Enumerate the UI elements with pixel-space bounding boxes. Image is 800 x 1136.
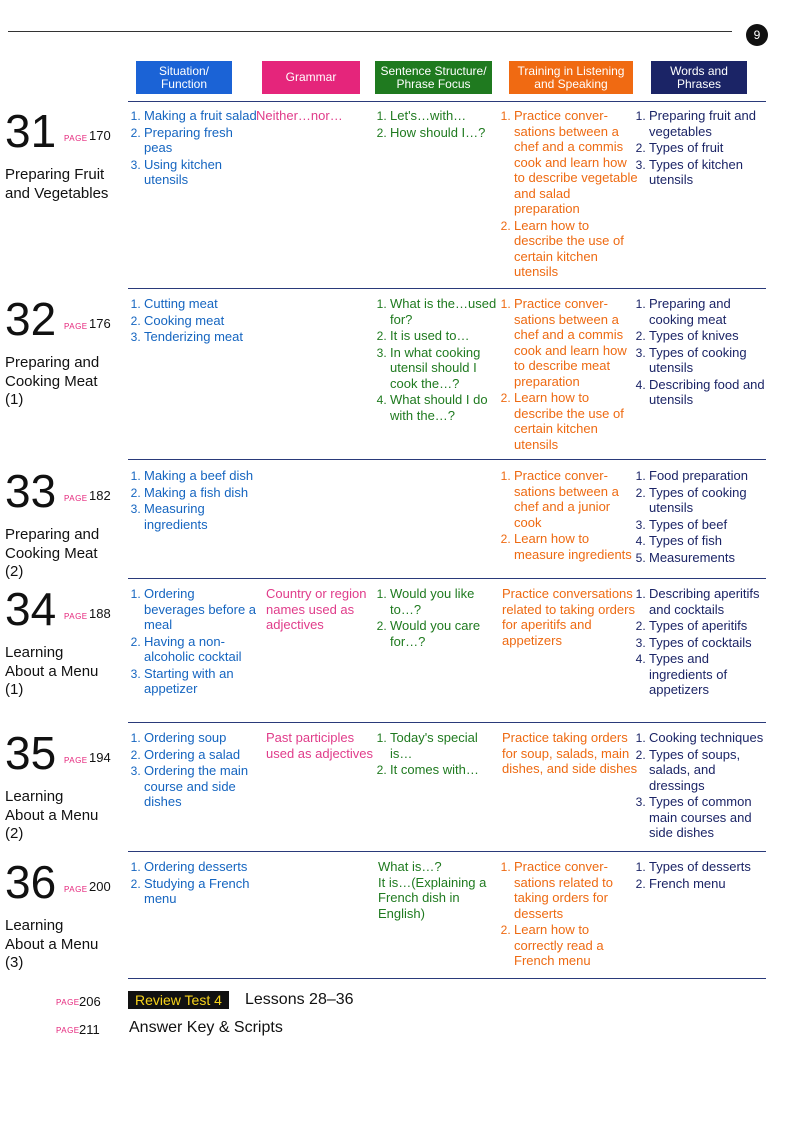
sentence-item: 2. It is used to… <box>390 328 500 344</box>
situation-item: 2. Preparing fresh peas <box>144 125 257 156</box>
lesson-number: 35 <box>5 727 57 779</box>
training-column <box>502 108 638 281</box>
sentence-column <box>378 586 500 650</box>
lesson-number: 32 <box>5 293 57 345</box>
situation-column <box>132 468 257 533</box>
words-column <box>637 296 767 409</box>
sentence-item: 1. Let's…with… <box>390 108 500 124</box>
page-label: PAGE <box>64 756 88 765</box>
page-label: PAGE <box>64 134 88 143</box>
situation-item: 2. Having a non-alcoholic cocktail <box>144 634 257 665</box>
training-column <box>502 586 638 648</box>
words-item: 2. Types of cooking utensils <box>649 485 767 516</box>
sentence-item: 2. It comes with… <box>390 762 500 778</box>
situation-column <box>132 730 257 811</box>
training-item: 2. Learn how to describe the use of certain kitchen utensils <box>514 218 638 280</box>
divider-rule <box>128 578 766 579</box>
divider-rule <box>128 851 766 852</box>
header-grammar: Grammar <box>262 61 360 94</box>
situation-column <box>132 296 257 346</box>
words-item: 3. Types of beef <box>649 517 767 533</box>
sentence-item: 4. What should I do with the…? <box>390 392 500 423</box>
lesson-number: 34 <box>5 583 57 635</box>
words-column <box>637 859 767 892</box>
divider-rule <box>128 722 766 723</box>
situation-item: 1. Making a fruit salad <box>144 108 257 124</box>
words-item: 3. Types of cooking utensils <box>649 345 767 376</box>
situation-item: 2. Ordering a salad <box>144 747 257 763</box>
grammar-text: Neither…nor… <box>256 108 343 123</box>
situation-column <box>132 586 257 698</box>
page-label: PAGE <box>64 322 88 331</box>
review-page-number: 206 <box>79 994 101 1009</box>
lesson-page-number: 182 <box>89 488 111 503</box>
grammar-column <box>256 108 364 124</box>
top-rule <box>8 31 732 32</box>
words-item: 4. Types of fish <box>649 533 767 549</box>
situation-item: 1. Cutting meat <box>144 296 257 312</box>
words-item: 3. Types of kitchen utensils <box>649 157 767 188</box>
lesson-title: Learning About a Menu (2) <box>5 788 99 842</box>
words-item: 5. Measurements <box>649 550 767 566</box>
training-item: 2. Learn how to measure ingredients <box>514 531 638 562</box>
words-column <box>637 108 767 189</box>
words-item: 1. Preparing fruit and vegetables <box>649 108 767 139</box>
lesson-page-number: 188 <box>89 606 111 621</box>
situation-item: 2. Cooking meat <box>144 313 257 329</box>
review-test-badge: Review Test 4 <box>128 991 229 1009</box>
review-lessons-text: Lessons 28–36 <box>245 991 354 1008</box>
divider-rule <box>128 978 766 979</box>
words-item: 4. Describing food and utensils <box>649 377 767 408</box>
words-item: 2. French menu <box>649 876 767 892</box>
lesson-title: Learning About a Menu (3) <box>5 917 99 971</box>
training-column <box>502 468 638 563</box>
words-item: 4. Types and ingredients of appetizers <box>649 651 767 698</box>
training-item: 2. Learn how to correctly read a French menu <box>514 922 638 969</box>
header-situation-function: Situation/ Function <box>136 61 232 94</box>
lesson-page-number: 194 <box>89 750 111 765</box>
situation-column <box>132 859 257 908</box>
header-sentence-structure: Sentence Structure/ Phrase Focus <box>375 61 492 94</box>
header-training: Training in Listening and Speaking <box>509 61 633 94</box>
training-text: Practice taking orders for soup, salads, main dishes, and side dishes <box>502 730 638 776</box>
sentence-item: 1. What is the…used for? <box>390 296 500 327</box>
training-column <box>502 859 638 970</box>
lesson-page-number: 170 <box>89 128 111 143</box>
training-column <box>502 730 638 777</box>
training-item: 1. Practice conver-sations between a chef and a commis cook and learn how to describe meat preparation <box>514 296 638 389</box>
words-column <box>637 468 767 566</box>
words-item: 1. Preparing and cooking meat <box>649 296 767 327</box>
situation-item: 1. Ordering desserts <box>144 859 257 875</box>
divider-rule <box>128 459 766 460</box>
page-label: PAGE <box>64 612 88 621</box>
lesson-number: 31 <box>5 105 57 157</box>
words-item: 2. Types of knives <box>649 328 767 344</box>
situation-item: 3. Ordering the main course and side dishes <box>144 763 257 810</box>
words-item: 3. Types of cocktails <box>649 635 767 651</box>
lesson-number: 36 <box>5 856 57 908</box>
situation-item: 2. Making a fish dish <box>144 485 257 501</box>
lesson-title: Preparing and Cooking Meat (1) <box>5 354 100 408</box>
training-column <box>502 296 638 453</box>
words-item: 3. Types of common main courses and side dishes <box>649 794 767 841</box>
page-label: PAGE <box>56 998 80 1007</box>
words-item: 1. Cooking techniques <box>649 730 767 746</box>
training-item: 1. Practice conver-sations related to taking orders for desserts <box>514 859 638 921</box>
lesson-title: Preparing and Cooking Meat (2) <box>5 526 100 580</box>
page-label: PAGE <box>64 494 88 503</box>
lesson-title: Preparing Fruit and Vegetables <box>5 166 109 202</box>
answer-page-number: 211 <box>79 1022 100 1037</box>
words-item: 2. Types of soups, salads, and dressings <box>649 747 767 794</box>
words-column <box>637 730 767 842</box>
words-item: 1. Describing aperitifs and cocktails <box>649 586 767 617</box>
situation-item: 1. Making a beef dish <box>144 468 257 484</box>
answer-key-text: Answer Key & Scripts <box>129 1019 283 1036</box>
lesson-number: 33 <box>5 465 57 517</box>
situation-item: 2. Studying a French menu <box>144 876 257 907</box>
words-item: 1. Types of desserts <box>649 859 767 875</box>
sentence-column <box>378 296 500 424</box>
sentence-item: 2. How should I…? <box>390 125 500 141</box>
grammar-column <box>266 586 374 633</box>
training-item: 2. Learn how to describe the use of certain kitchen utensils <box>514 390 638 452</box>
training-item: 1. Practice conver-sations between a chef and a commis cook and learn how to describe vegetable and salad preparation <box>514 108 638 217</box>
situation-item: 1. Ordering beverages before a meal <box>144 586 257 633</box>
sentence-column <box>378 730 500 779</box>
page-label: PAGE <box>56 1026 80 1035</box>
situation-item: 1. Ordering soup <box>144 730 257 746</box>
sentence-text: What is…? It is…(Explaining a French dish in English) <box>378 859 487 921</box>
sentence-column <box>378 108 500 141</box>
sentence-column <box>378 859 500 921</box>
sentence-item: 1. Would you like to…? <box>390 586 500 617</box>
lesson-page-number: 200 <box>89 879 111 894</box>
sentence-item: 3. In what cooking utensil should I cook the…? <box>390 345 500 392</box>
page-number-badge: 9 <box>746 24 768 46</box>
grammar-column <box>266 730 374 761</box>
words-item: 2. Types of aperitifs <box>649 618 767 634</box>
situation-column <box>132 108 257 189</box>
sentence-item: 2. Would you care for…? <box>390 618 500 649</box>
grammar-text: Country or region names used as adjectives <box>266 586 367 632</box>
training-item: 1. Practice conver-sations between a chef and a junior cook <box>514 468 638 530</box>
divider-rule <box>128 101 766 102</box>
lesson-page-number: 176 <box>89 316 111 331</box>
words-item: 1. Food preparation <box>649 468 767 484</box>
sentence-item: 1. Today's special is… <box>390 730 500 761</box>
lesson-title: Learning About a Menu (1) <box>5 644 99 698</box>
grammar-text: Past participles used as adjectives <box>266 730 373 761</box>
training-text: Practice conversations related to taking orders for aperitifs and appetizers <box>502 586 635 648</box>
situation-item: 3. Using kitchen utensils <box>144 157 257 188</box>
page-label: PAGE <box>64 885 88 894</box>
situation-item: 3. Tenderizing meat <box>144 329 257 345</box>
divider-rule <box>128 288 766 289</box>
words-item: 2. Types of fruit <box>649 140 767 156</box>
situation-item: 3. Measuring ingredients <box>144 501 257 532</box>
words-column <box>637 586 767 699</box>
situation-item: 3. Starting with an appetizer <box>144 666 257 697</box>
header-words-phrases: Words and Phrases <box>651 61 747 94</box>
